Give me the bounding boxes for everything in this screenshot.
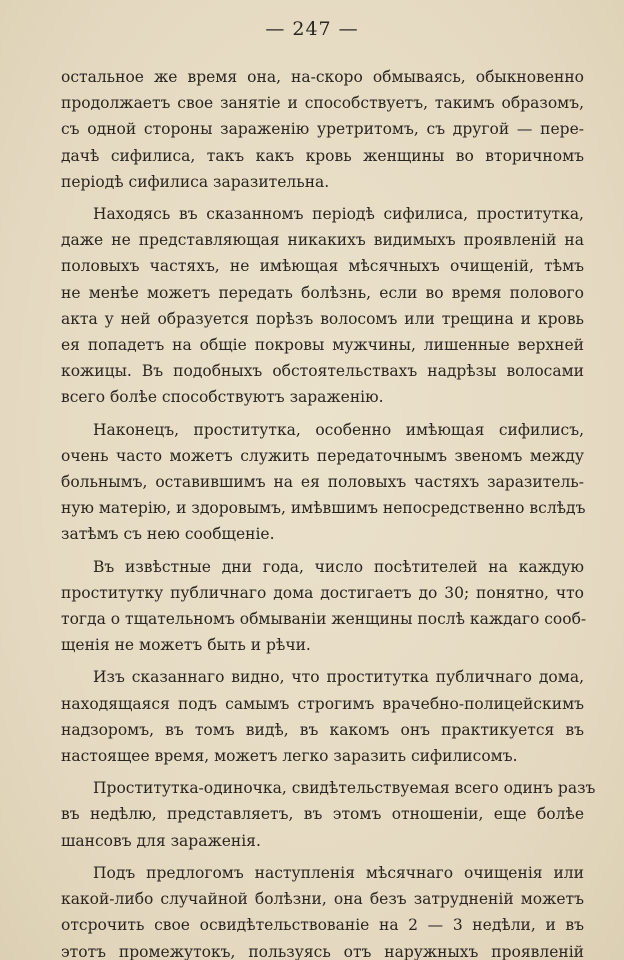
text-line: акта у ней образуется порѣзъ волосомъ или трещина и кровь [61, 309, 584, 328]
text-line: ную матерію, и здоровымъ, имѣвшимъ непосредственно вслѣдъ [61, 499, 586, 518]
text-line: остальное же время она, на-скоро обмываясь, обыкновенно [61, 68, 584, 86]
text-line: кожицы. Въ подобныхъ обстоятельствахъ надрѣзы волосами [61, 362, 584, 381]
paragraph-3 [61, 417, 584, 548]
body-text [61, 64, 596, 960]
text-line: проститутку публичнаго дома достигаетъ до 30; понятно, что [61, 583, 584, 602]
text-line: періодѣ сифилиса заразительна. [61, 172, 330, 191]
text-line: Проститутка-одиночка, свидѣтельствуемая всего одинъ разъ [93, 779, 596, 798]
paragraph-5 [61, 664, 584, 769]
text-line: затѣмъ съ нею сообщеніе. [61, 525, 275, 544]
text-line: щенія не можетъ быть и рѣчи. [61, 636, 311, 655]
text-line: Наконецъ, проститутка, особенно имѣющая сифилисъ, [93, 420, 584, 439]
paragraph-1 [61, 64, 584, 195]
text-line: находящаяся подъ самымъ строгимъ врачебно-полицейскимъ [61, 694, 584, 713]
text-line: больнымъ, оставившимъ на ея половыхъ частяхъ заразитель- [61, 473, 584, 492]
paragraph-6 [61, 775, 596, 854]
text-line: продолжаетъ свое занятіе и способствуетъ, такимъ образомъ, [61, 94, 584, 113]
page-number: — 247 — [265, 18, 359, 40]
text-line: этотъ промежутокъ, пользуясь отъ наружныхъ проявленій [61, 942, 584, 960]
text-line: половыхъ частяхъ, не имѣющая мѣсячныхъ очищеній, тѣмъ [61, 257, 584, 276]
text-line: шансовъ для зараженія. [61, 831, 261, 850]
text-line: надзоромъ, въ томъ видѣ, въ какомъ онъ практикуется въ [61, 720, 584, 739]
text-line: настоящее время, можетъ легко заразить сифилисомъ. [61, 747, 518, 766]
text-line: всего болѣе способствуютъ зараженію. [61, 388, 384, 407]
text-line: какой-либо случайной болѣзни, она безъ затрудненій можетъ [61, 890, 584, 909]
text-line: даже не представляющая никакихъ видимыхъ проявленій на [61, 231, 584, 250]
text-line: не менѣе можетъ передать болѣзнь, если во время полового [61, 283, 584, 302]
text-line: въ недѣлю, представляетъ, въ этомъ отношеніи, еще болѣе [61, 805, 584, 824]
text-line: съ одной стороны зараженію уретритомъ, съ другой — пере- [61, 120, 584, 139]
text-line: Изъ сказаннаго видно, что проститутка публичнаго дома, [93, 668, 584, 687]
text-line: очень часто можетъ служить передаточнымъ звеномъ между [61, 446, 584, 465]
text-line: тогда о тщательномъ обмываніи женщины послѣ каждаго сооб- [61, 610, 587, 629]
text-line: дачѣ сифилиса, такъ какъ кровь женщины во вторичномъ [61, 146, 584, 165]
paragraph-list [61, 64, 596, 960]
paragraph-2 [61, 201, 584, 411]
paragraph-7 [61, 860, 584, 960]
text-line: отсрочить свое освидѣтельствованіе на 2 — 3 недѣли, и въ [61, 916, 584, 935]
text-line: Подъ предлогомъ наступленія мѣсячнаго очищенія или [93, 863, 584, 882]
text-line: ея попадетъ на общіе покровы мужчины, лишенные верхней [61, 336, 584, 355]
text-line: Находясь въ сказанномъ періодѣ сифилиса, проститутка, [93, 205, 584, 224]
text-line: Въ извѣстные дни года, число посѣтителей на каждую [93, 557, 584, 576]
paragraph-4 [61, 554, 587, 659]
